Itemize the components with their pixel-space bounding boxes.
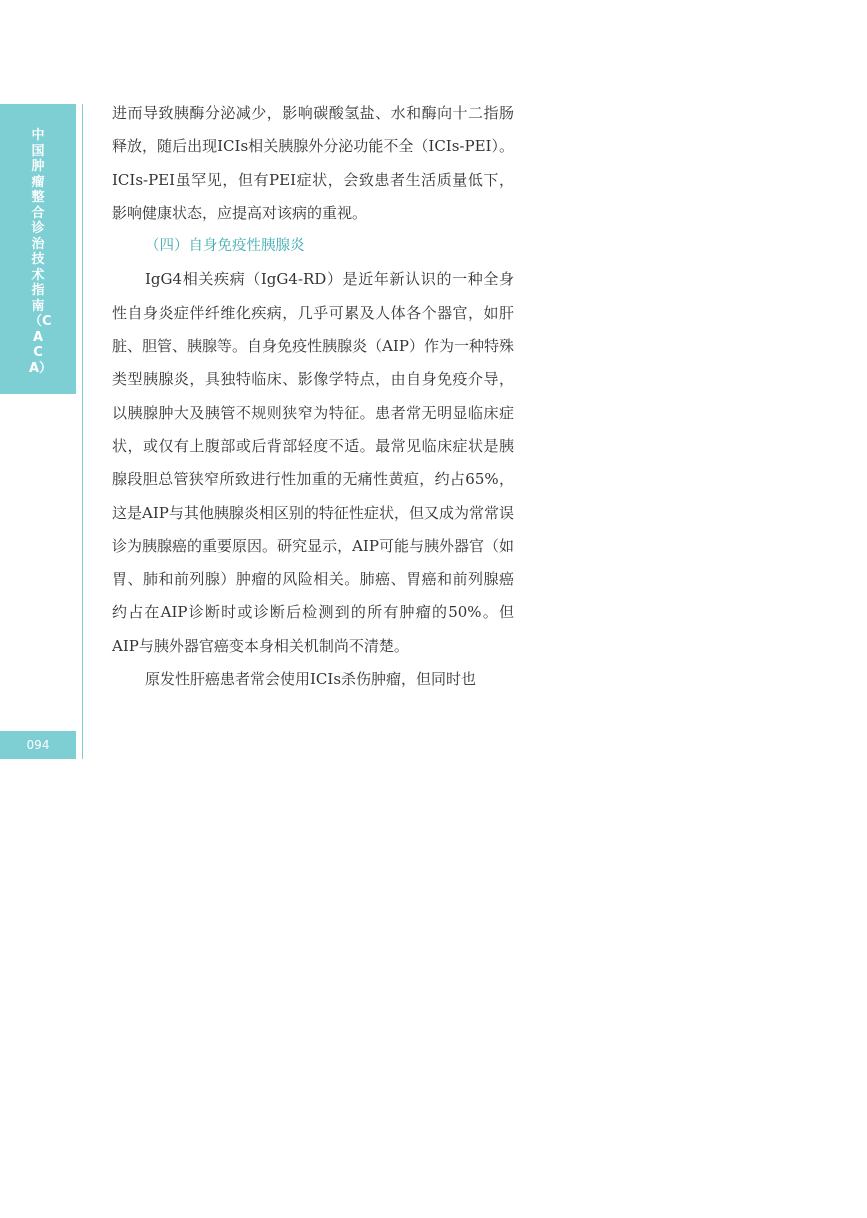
book-title: 中国肿瘤整合诊治技术指南（CACA） [29, 128, 53, 376]
margin-divider-line [82, 104, 83, 759]
paragraph: 原发性肝癌患者常会使用ICIs杀伤肿瘤，但同时也 [145, 670, 477, 689]
page-number: 094 [26, 738, 50, 752]
paragraph: 进而导致胰酶分泌减少，影响碳酸氢盐、水和酶向十二指肠释放，随后出现ICIs相关胰腺外分泌功能不全（ICIs-PEI）。ICIs-PEI虽罕见，但有PEI症状，会致患者生活质量低下，影响健康状态，应提高对该病的重视。 [112, 104, 514, 222]
paragraph: IgG4相关疾病（IgG4-RD）是近年新认识的一种全身性自身炎症伴纤维化疾病，几乎可累及人体各个器官，如肝脏、胆管、胰腺等。自身免疫性胰腺炎（AIP）作为一种特殊类型胰腺炎，具独特临床、影像学特点，由自身免疫介导，以胰腺肿大及胰管不规则狭窄为特征。患者常无明显临床症状，或仅有上腹部或后背部轻度不适。最常见临床症状是胰腺段胆总管狭窄所致进行性加重的无痛性黄疸，约占65%，这是AIP与其他胰腺炎相区别的特征性症状，但又成为常常误诊为胰腺癌的重要原因。研究显示，AIP可能与胰外器官（如胃、肺和前列腺）肿瘤的风险相关。肺癌、胃癌和前列腺癌约占在AIP诊断时或诊断后检测到的所有肿瘤的50%。但AIP与胰外器官癌变本身相关机制尚不清楚。 [112, 270, 514, 655]
section-heading: （四）自身免疫性胰腺炎 [145, 238, 305, 255]
main-text [112, 97, 514, 696]
